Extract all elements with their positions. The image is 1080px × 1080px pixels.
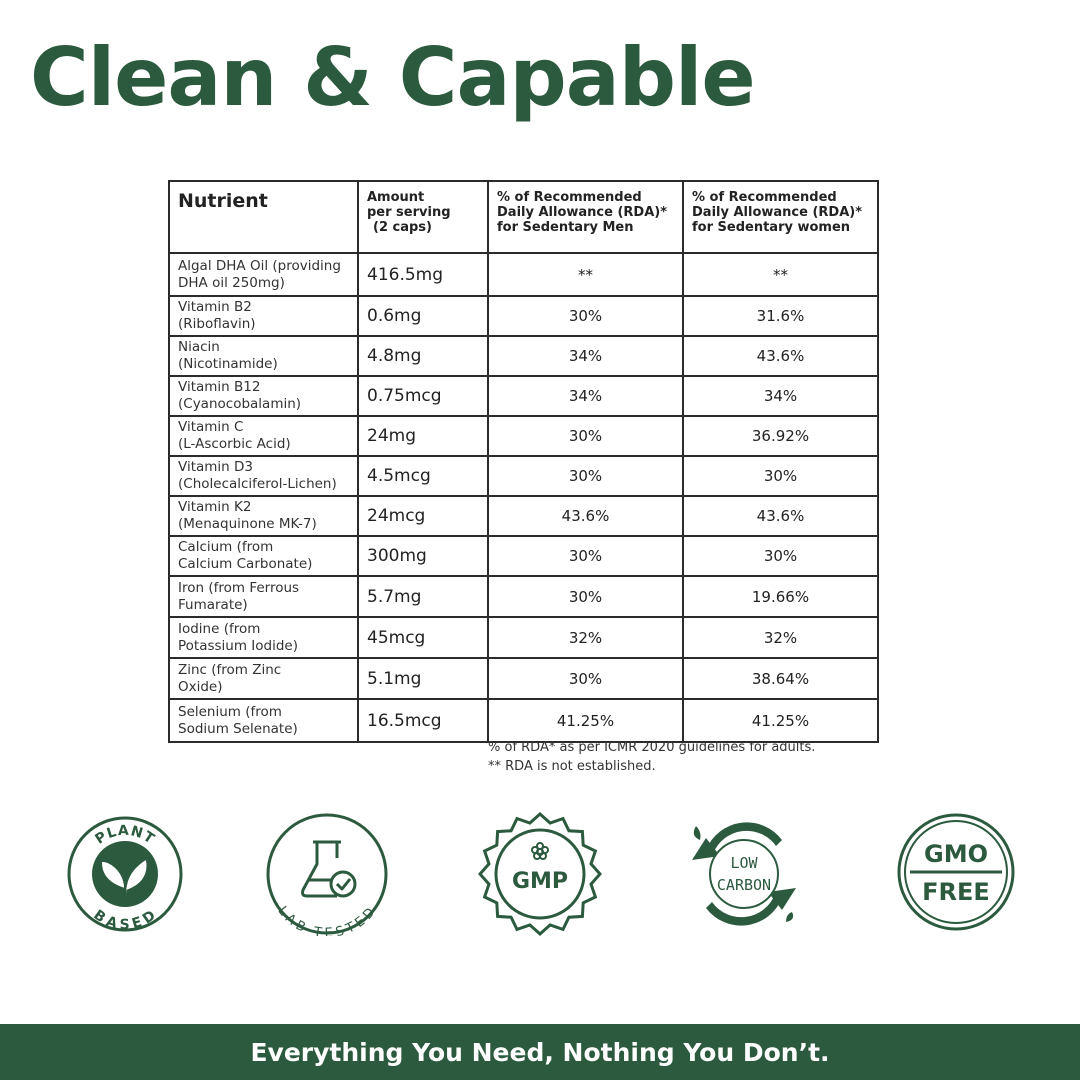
- gmp-badge: [478, 812, 602, 936]
- lab-badge-text: LAB TESTED: [274, 903, 380, 936]
- nutrient-name: Iron (from Ferrous Fumarate): [169, 576, 358, 617]
- table-row: [169, 296, 878, 336]
- low-carbon-line1: LOW: [730, 854, 758, 872]
- header-rda-men: % of Recommended Daily Allowance (RDA)* for Sedentary Men: [488, 181, 683, 253]
- plant-badge-bottom-text: BASED: [90, 906, 160, 933]
- nutrient-name: Algal DHA Oil (providing DHA oil 250mg): [169, 253, 358, 296]
- page-title: Clean & Capable: [30, 31, 755, 124]
- amount-per-serving: 4.8mg: [358, 336, 488, 376]
- nutrient-name: Vitamin C (L-Ascorbic Acid): [169, 416, 358, 456]
- rda-men: 30%: [488, 576, 683, 617]
- amount-per-serving: 300mg: [358, 536, 488, 576]
- tagline-bar: [0, 1024, 1080, 1080]
- rda-men: 30%: [488, 658, 683, 699]
- rda-men: 30%: [488, 416, 683, 456]
- table-row: [169, 699, 878, 742]
- table-row: [169, 376, 878, 416]
- gmo-free-badge: [896, 812, 1016, 932]
- table-row: [169, 496, 878, 536]
- rda-women: 41.25%: [683, 699, 878, 742]
- rda-men: 30%: [488, 296, 683, 336]
- amount-per-serving: 0.6mg: [358, 296, 488, 336]
- table-row: [169, 576, 878, 617]
- rda-men: 34%: [488, 376, 683, 416]
- rda-women: 30%: [683, 456, 878, 496]
- rda-women: 34%: [683, 376, 878, 416]
- header-nutrient: Nutrient: [169, 181, 358, 253]
- amount-per-serving: 4.5mcg: [358, 456, 488, 496]
- table-row: [169, 253, 878, 296]
- nutrient-name: Vitamin D3 (Cholecalciferol-Lichen): [169, 456, 358, 496]
- rda-women: **: [683, 253, 878, 296]
- rda-women: 30%: [683, 536, 878, 576]
- nutrient-name: Vitamin B12 (Cyanocobalamin): [169, 376, 358, 416]
- gmo-line2: FREE: [922, 878, 990, 906]
- tagline: Everything You Need, Nothing You Don’t.: [250, 1037, 830, 1067]
- gmo-line1: GMO: [924, 840, 988, 868]
- table-row: [169, 658, 878, 699]
- table-row: [169, 617, 878, 658]
- table-row: [169, 336, 878, 376]
- low-carbon-line2: CARBON: [716, 876, 772, 894]
- rda-men: 30%: [488, 456, 683, 496]
- rda-women: 32%: [683, 617, 878, 658]
- footnote-rda-source: % of RDA* as per ICMR 2020 guidelines for adults.: [488, 740, 816, 755]
- rda-women: 43.6%: [683, 336, 878, 376]
- rda-men: **: [488, 253, 683, 296]
- plant-badge-top-text: PLANT: [92, 822, 158, 848]
- rda-men: 41.25%: [488, 699, 683, 742]
- nutrient-name: Vitamin B2 (Riboflavin): [169, 296, 358, 336]
- plant-based-badge: [66, 812, 184, 936]
- rda-women: 43.6%: [683, 496, 878, 536]
- amount-per-serving: 16.5mcg: [358, 699, 488, 742]
- rda-men: 34%: [488, 336, 683, 376]
- nutrient-name: Zinc (from Zinc Oxide): [169, 658, 358, 699]
- rda-women: 31.6%: [683, 296, 878, 336]
- table-row: [169, 456, 878, 496]
- low-carbon-badge: [686, 810, 802, 938]
- svg-text:BASED: [91, 907, 160, 933]
- amount-per-serving: 5.1mg: [358, 658, 488, 699]
- nutrient-name: Niacin (Nicotinamide): [169, 336, 358, 376]
- table-header-row: [169, 181, 878, 253]
- svg-text:LAB TESTED: [275, 904, 380, 936]
- gmp-badge-text: GMP: [511, 869, 569, 894]
- rda-men: 30%: [488, 536, 683, 576]
- amount-per-serving: 24mg: [358, 416, 488, 456]
- header-rda-women: % of Recommended Daily Allowance (RDA)* for Sedentary women: [683, 181, 878, 253]
- flask-check-icon: [303, 842, 356, 896]
- rda-men: 43.6%: [488, 496, 683, 536]
- table-row: [169, 536, 878, 576]
- lab-tested-badge: [265, 812, 389, 936]
- nutrient-name: Calcium (from Calcium Carbonate): [169, 536, 358, 576]
- nutrient-name: Vitamin K2 (Menaquinone MK-7): [169, 496, 358, 536]
- table-row: [169, 416, 878, 456]
- rda-women: 38.64%: [683, 658, 878, 699]
- amount-per-serving: 45mcg: [358, 617, 488, 658]
- rda-women: 36.92%: [683, 416, 878, 456]
- header-amount: Amount per serving (2 caps): [358, 181, 488, 253]
- flower-icon: [532, 843, 548, 859]
- nutrition-table: [168, 180, 879, 743]
- amount-per-serving: 24mcg: [358, 496, 488, 536]
- amount-per-serving: 5.7mg: [358, 576, 488, 617]
- amount-per-serving: 416.5mg: [358, 253, 488, 296]
- rda-men: 32%: [488, 617, 683, 658]
- footnote-not-established: ** RDA is not established.: [488, 759, 656, 774]
- rda-women: 19.66%: [683, 576, 878, 617]
- footnotes: [488, 738, 815, 776]
- nutrient-name: Iodine (from Potassium Iodide): [169, 617, 358, 658]
- amount-per-serving: 0.75mcg: [358, 376, 488, 416]
- nutrient-name: Selenium (from Sodium Selenate): [169, 699, 358, 742]
